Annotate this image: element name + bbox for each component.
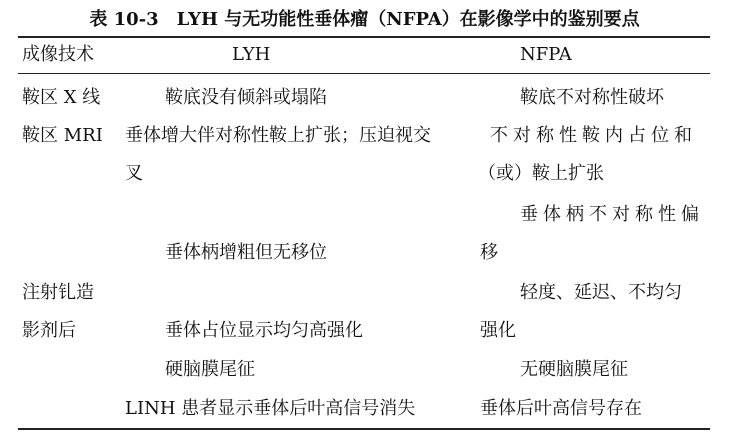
header-technique: 成像技术	[22, 44, 94, 65]
cell-contrast-nfpa-line1: 轻度、延迟、不均匀	[520, 282, 682, 303]
cell-mri-nfpa-line3: 垂体柄不对称性偏	[520, 204, 704, 225]
row-label-contrast-line2: 影剂后	[22, 320, 76, 341]
header-rule	[18, 73, 710, 74]
top-rule	[18, 36, 710, 38]
cell-mri-nfpa-line1: 不对称性鞍内占位和	[490, 125, 697, 146]
cell-mri-lyh-stalk: 垂体柄增粗但无移位	[165, 242, 327, 263]
cell-xray-lyh: 鞍底没有倾斜或塌陷	[165, 87, 327, 108]
bottom-rule	[18, 428, 710, 430]
cell-mri-lyh-line2: 叉	[125, 163, 143, 184]
cell-contrast-nfpa-signal: 垂体后叶高信号存在	[480, 398, 642, 419]
header-nfpa: NFPA	[520, 44, 572, 65]
cell-mri-nfpa-line4: 移	[480, 242, 498, 263]
header-lyh: LYH	[232, 44, 271, 65]
cell-contrast-nfpa-line2: 强化	[480, 320, 516, 341]
row-label-mri: 鞍区 MRI	[22, 125, 103, 146]
row-label-contrast-line1: 注射钆造	[22, 282, 94, 303]
cell-contrast-lyh-signal: LINH 患者显示垂体后叶高信号消失	[125, 398, 416, 419]
cell-mri-lyh-line1: 垂体增大伴对称性鞍上扩张；压迫视交	[125, 125, 431, 146]
cell-xray-nfpa: 鞍底不对称性破坏	[520, 87, 664, 108]
table-caption: 表 10-3 LYH 与无功能性垂体瘤（NFPA）在影像学中的鉴别要点	[89, 9, 640, 30]
cell-contrast-nfpa-dural: 无硬脑膜尾征	[520, 359, 628, 380]
row-label-xray: 鞍区 X 线	[22, 87, 101, 108]
cell-contrast-lyh-dural: 硬脑膜尾征	[165, 359, 255, 380]
cell-contrast-lyh-enhance: 垂体占位显示均匀高强化	[165, 320, 363, 341]
cell-mri-nfpa-line2: （或）鞍上扩张	[478, 163, 604, 184]
